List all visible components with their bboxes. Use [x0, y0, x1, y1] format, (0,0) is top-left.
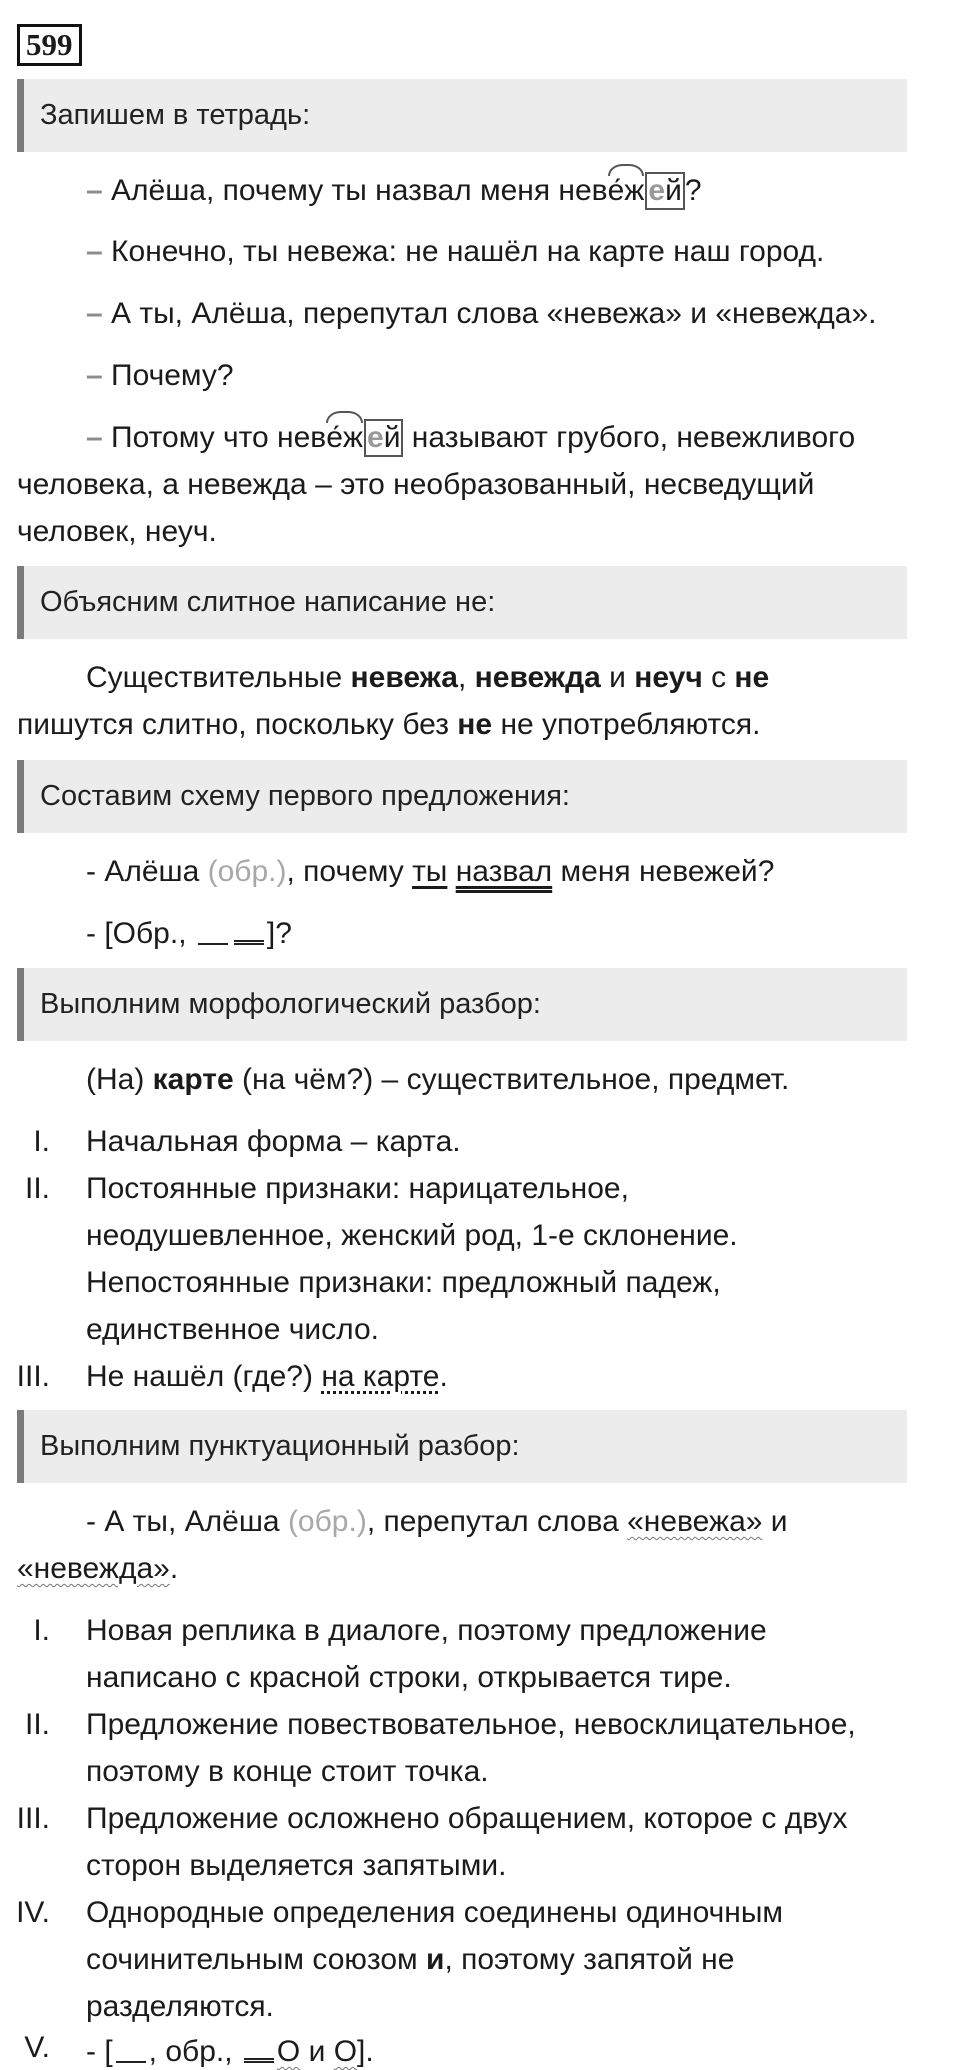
subject-blank — [116, 2031, 146, 2063]
dialog-dash: – — [86, 174, 103, 207]
dialog-dash: – — [86, 235, 103, 268]
scheme-line-1: - Алёша (обр.), почему ты назвал меня невежей? — [86, 855, 775, 888]
dialog-dash: – — [86, 421, 103, 454]
dialog-line-5: – Потому что неве́ж ей называют грубого, невежливого — [86, 414, 855, 461]
word-root-mark: е́ж — [608, 167, 645, 214]
punct-item-1: Новая реплика в диалоге, поэтому предложение — [86, 1614, 767, 1647]
morph-item-2-cont: неодушевленное, женский род, 1-е склонение. — [86, 1219, 738, 1252]
punct-item-4: Однородные определения соединены одиночным — [86, 1896, 784, 1929]
punct-numeral-4: IV. — [16, 1896, 50, 1929]
predicate-blank — [244, 2030, 274, 2063]
section-header-write: Запишем в тетрадь: — [17, 79, 907, 152]
punct-item-1-cont: написано с красной строки, открывается тире. — [86, 1661, 732, 1694]
subject-word: ты — [412, 855, 448, 888]
punct-item-2: Предложение повествовательное, невосклицательное, — [86, 1708, 856, 1741]
morph-intro: (На) карте (на чём?) – существительное, предмет. — [86, 1063, 790, 1096]
homogeneous-member: «невежа» — [627, 1505, 763, 1538]
morph-item-2-cont3: единственное число. — [86, 1313, 379, 1346]
punct-numeral-3: III. — [16, 1802, 50, 1835]
section-header-explain: Объясним слитное написание не: — [17, 566, 907, 639]
morph-numeral-3: III. — [16, 1360, 50, 1393]
dialog-line-4: – Почему? — [86, 359, 234, 392]
morph-numeral-1: I. — [33, 1125, 50, 1158]
morph-numeral-2: II. — [24, 1172, 50, 1205]
explain-line-2: пишутся слитно, поскольку без не не употребляются. — [17, 708, 761, 741]
word-ending-box: ей — [645, 172, 684, 210]
punct-item-5: - [ , обр., О и О]. — [86, 2030, 374, 2070]
homogeneous-member: «невежда» — [17, 1552, 170, 1585]
adverbial-phrase: на карте — [321, 1360, 440, 1393]
dialog-line-5-cont: человека, а невежда – это необразованный, несведущий — [17, 468, 815, 501]
punct-numeral-5: V. — [24, 2031, 50, 2064]
word-root-mark: е́ж — [326, 414, 363, 461]
punct-numeral-1: I. — [33, 1614, 50, 1647]
punct-numeral-2: II. — [24, 1708, 50, 1741]
punct-intro-cont: «невежда». — [17, 1552, 179, 1585]
punct-item-3: Предложение осложнено обращением, которое с двух — [86, 1802, 848, 1835]
dialog-line-1: – Алёша, почему ты назвал меня неве́ж ей ? — [86, 167, 702, 214]
explain-line-1: Существительные невежа, невежда и неуч с не — [86, 661, 770, 694]
subject-blank — [198, 913, 228, 945]
punct-intro: - А ты, Алёша (обр.), перепутал слова «невежа» и — [86, 1505, 788, 1538]
dialog-line-2: – Конечно, ты невежа: не нашёл на карте наш город. — [86, 235, 825, 268]
punct-item-2-cont: поэтому в конце стоит точка. — [86, 1755, 489, 1788]
exercise-number: 599 — [17, 24, 82, 66]
dialog-line-5-cont2: человек, неуч. — [17, 515, 217, 548]
dialog-dash: – — [86, 359, 103, 392]
scheme-line-2: - [Обр., ]? — [86, 910, 292, 957]
section-header-punct: Выполним пунктуационный разбор: — [17, 1410, 907, 1483]
dialog-dash: – — [86, 297, 103, 330]
morph-item-2-cont2: Непостоянные признаки: предложный падеж, — [86, 1266, 721, 1299]
punct-item-3-cont: сторон выделяется запятыми. — [86, 1849, 507, 1882]
section-header-scheme: Составим схему первого предложения: — [17, 760, 907, 833]
dialog-line-3: – А ты, Алёша, перепутал слова «невежа» и «невежда». — [86, 297, 877, 330]
homogeneous-mark: О — [276, 2035, 301, 2068]
morph-item-2: Постоянные признаки: нарицательное, — [86, 1172, 629, 1205]
punct-item-4-cont: сочинительным союзом и, поэтому запятой не — [86, 1943, 735, 1976]
morph-item-1: Начальная форма – карта. — [86, 1125, 461, 1158]
morph-item-3: Не нашёл (где?) на карте. — [86, 1360, 448, 1393]
punct-item-4-cont2: разделяются. — [86, 1990, 274, 2023]
predicate-word: назвал — [455, 855, 553, 888]
predicate-blank — [234, 912, 264, 945]
section-header-morph: Выполним морфологический разбор: — [17, 968, 907, 1041]
word-ending-box: ей — [364, 419, 403, 457]
homogeneous-mark: О — [333, 2035, 358, 2068]
